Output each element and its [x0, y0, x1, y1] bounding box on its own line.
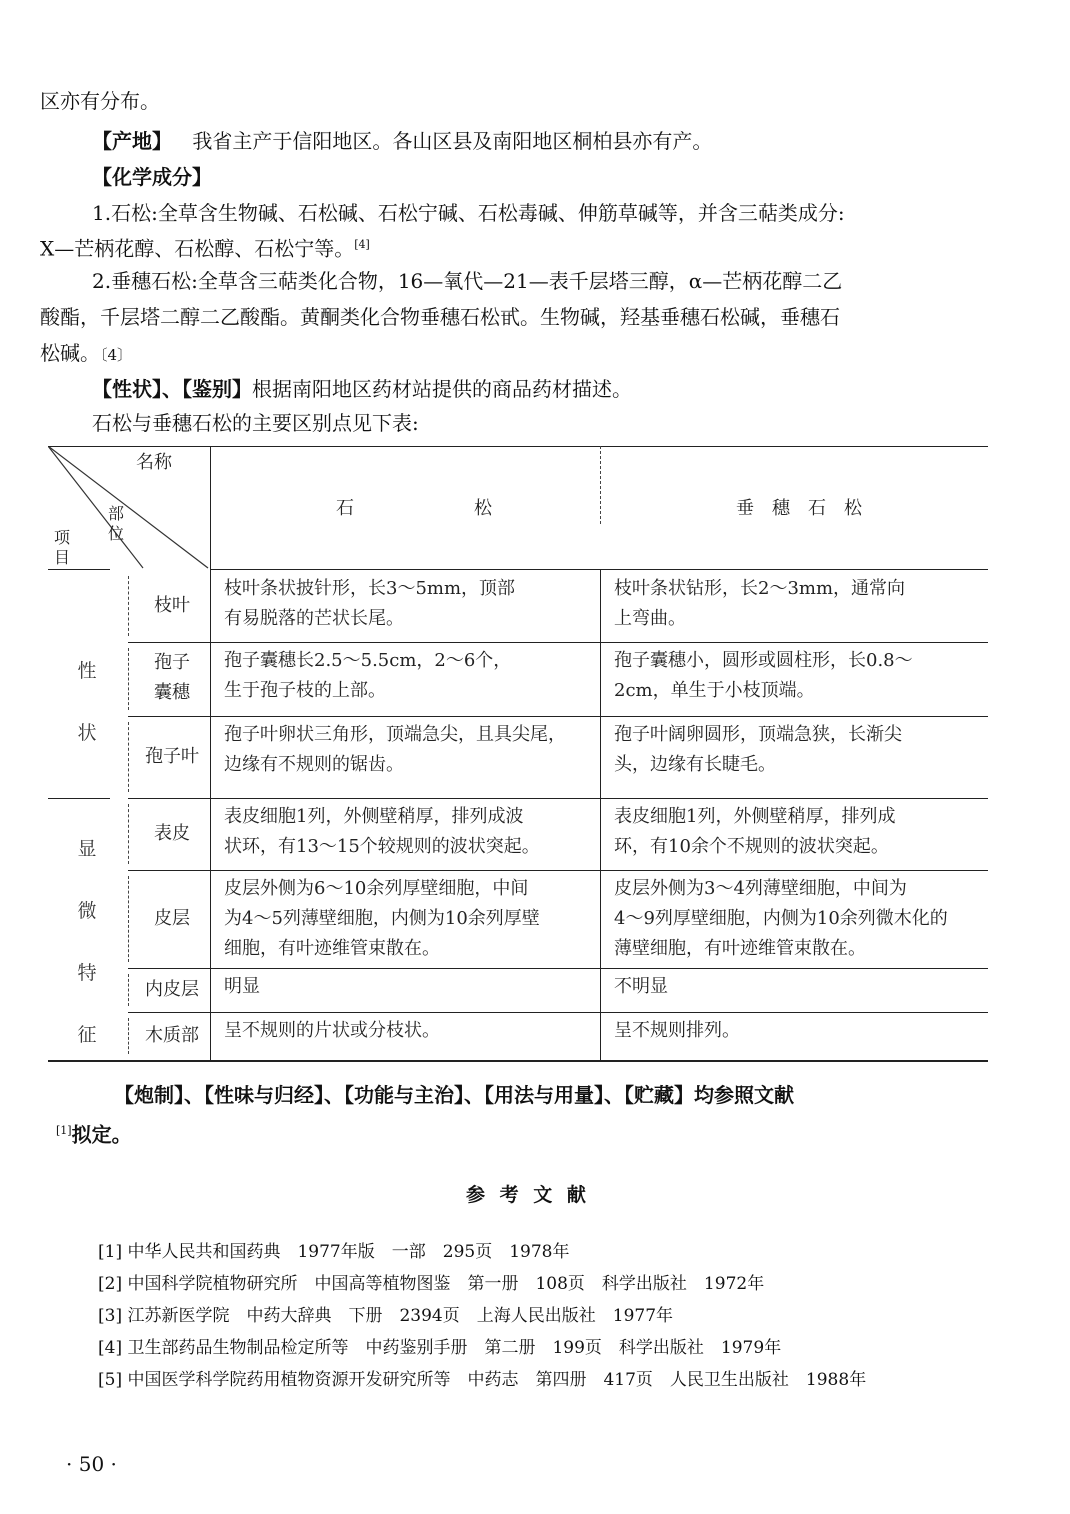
- character-paragraph: [92, 376, 632, 402]
- after-table-end: 拟定。: [71, 1122, 132, 1147]
- cell-line: 表皮细胞1列，外侧壁稍厚，排列成: [614, 806, 896, 827]
- chem-item-2-text: 松碱。: [40, 341, 100, 365]
- cell-chuisui-shisong: [614, 720, 902, 780]
- row-part-label: 木质部: [145, 1025, 199, 1046]
- chem-item-1-ref: [4]: [354, 238, 370, 251]
- table-row: [48, 798, 988, 870]
- origin-label: 【产地】: [92, 129, 172, 153]
- cell-line: 生于孢子枝的上部。: [224, 680, 386, 701]
- chemistry-heading: 【化学成分】: [92, 165, 212, 189]
- column-header-chuisui-shisong: 垂穗石松: [736, 498, 880, 519]
- cell-chuisui-shisong: [614, 874, 948, 964]
- cell-shisong: [224, 574, 515, 634]
- cell-chuisui-shisong: [614, 574, 905, 634]
- cell-line: 细胞，有叶迹维管束散在。: [224, 938, 440, 959]
- cell-line: 不明显: [614, 976, 668, 997]
- character-text: 根据南阳地区药材站提供的商品药材描述。: [252, 377, 632, 401]
- reference-item: [4] 卫生部药品生物制品检定所等 中药鉴别手册 第二册 199页 科学出版社 1979年: [98, 1338, 782, 1358]
- header-name: 名称: [136, 452, 172, 473]
- cell-line: 薄壁细胞，有叶迹维管束散在。: [614, 938, 866, 959]
- chem-item-2-line-1: 2.垂穗石松:全草含三萜类化合物，16—氧代—21—表千层塔三醇，α—芒柄花醇二乙: [92, 269, 843, 293]
- table-row: [48, 1012, 988, 1060]
- cell-line: 明显: [224, 976, 260, 997]
- cell-line: 孢子囊穗小，圆形或圆柱形，长0.8～: [614, 650, 913, 671]
- header-part: 部位: [108, 504, 125, 543]
- cell-shisong: [224, 874, 540, 964]
- origin-paragraph: [92, 128, 712, 154]
- comparison-table: [48, 446, 988, 1062]
- chem-item-2-line-3: [40, 340, 132, 368]
- character-label: 【性状】、【鉴别】: [92, 377, 252, 401]
- cell-line: 呈不规则的片状或分枝状。: [224, 1020, 440, 1041]
- reference-item: [1] 中华人民共和国药典 1977年版 一部 295页 1978年: [98, 1242, 570, 1262]
- column-header-shisong: 石松: [336, 498, 612, 519]
- reference-item: [2] 中国科学院植物研究所 中国高等植物图鉴 第一册 108页 科学出版社 1972年: [98, 1274, 765, 1294]
- cell-line: 有易脱落的芒状长尾。: [224, 608, 404, 629]
- reference-item: [3] 江苏新医学院 中药大辞典 下册 2394页 上海人民出版社 1977年: [98, 1306, 674, 1326]
- table-row: [48, 642, 988, 716]
- after-table-text: 【炮制】、【性味与归经】、【功能与主治】、【用法与用量】、【贮藏】均参照文献: [114, 1083, 794, 1107]
- cell-line: 环，有10余个不规则的波状突起。: [614, 836, 889, 857]
- after-table-ref: [1]: [56, 1124, 72, 1137]
- row-part-label: 孢子囊穗: [154, 652, 190, 703]
- page-number: · 50 ·: [66, 1452, 117, 1476]
- cell-line: 上弯曲。: [614, 608, 686, 629]
- chem-item-2-line-2: 酸酯，千层塔二醇二乙酸酯。黄酮类化合物垂穗石松甙。生物碱，羟基垂穗石松碱，垂穗石: [40, 305, 840, 329]
- cell-line: 皮层外侧为6～10余列厚壁细胞，中间: [224, 878, 529, 899]
- cell-line: 孢子叶阔卵圆形，顶端急狭，长渐尖: [614, 724, 902, 745]
- group-label-xingzhuang: 性状: [77, 660, 97, 744]
- chem-item-1-text: X—芒柄花醇、石松醇、石松宁等。: [40, 236, 355, 261]
- cell-line: 状环，有13～15个较规则的波状突起。: [224, 836, 540, 857]
- cell-chuisui-shisong: [614, 802, 895, 862]
- cell-line: 4～9列厚壁细胞，内侧为10余列微木化的: [614, 908, 948, 929]
- cell-shisong: [224, 1016, 440, 1046]
- table-row: [48, 570, 988, 642]
- row-part-label: 孢子叶: [145, 746, 199, 767]
- cell-chuisui-shisong: [614, 646, 913, 706]
- chem-item-1-line-1: 1.石松:全草含生物碱、石松碱、石松宁碱、石松毒碱、伸筋草碱等，并含三萜类成分:: [92, 201, 845, 225]
- cell-line: 皮层外侧为3～4列薄壁细胞，中间为: [614, 878, 907, 899]
- row-part-label: 内皮层: [145, 979, 199, 1000]
- cell-chuisui-shisong: [614, 1016, 740, 1046]
- table-row: [48, 870, 988, 968]
- cell-shisong: [224, 802, 540, 862]
- table-intro: 石松与垂穗石松的主要区别点见下表:: [92, 411, 419, 435]
- cell-line: 头，边缘有长睫毛。: [614, 754, 776, 775]
- cell-shisong: [224, 972, 260, 1002]
- origin-text: 我省主产于信阳地区。各山区县及南阳地区桐柏县亦有产。: [192, 129, 713, 153]
- references-list: [98, 1236, 866, 1396]
- cell-line: 孢子叶卵状三角形，顶端急尖，且具尖尾，: [224, 724, 566, 745]
- cell-line: 边缘有不规则的锯齿。: [224, 754, 404, 775]
- cell-shisong: [224, 720, 566, 780]
- cell-line: 枝叶条状钻形，长2～3mm，通常向: [614, 578, 906, 599]
- row-part-label: 表皮: [154, 823, 190, 844]
- cell-line: 表皮细胞1列，外侧壁稍厚，排列成波: [224, 806, 524, 827]
- row-part-label: 皮层: [154, 908, 190, 929]
- cell-line: 孢子囊穗长2.5～5.5cm，2～6个，: [224, 650, 512, 671]
- row-part-label: 枝叶: [154, 595, 190, 616]
- after-table-line-2: [56, 1118, 132, 1148]
- cell-line: 为4～5列薄壁细胞，内侧为10余列厚壁: [224, 908, 540, 929]
- cell-line: 枝叶条状披针形，长3～5mm，顶部: [224, 578, 516, 599]
- after-table-line-1: [114, 1082, 794, 1108]
- paragraph-continuation: 区亦有分布。: [40, 89, 160, 113]
- chem-item-2-ref: 〔4〕: [100, 346, 133, 364]
- cell-chuisui-shisong: [614, 972, 668, 1002]
- table-row: [48, 968, 988, 1012]
- cell-line: 呈不规则排列。: [614, 1020, 740, 1041]
- table-row: [48, 716, 988, 798]
- group-label-xianwei: 显微特征: [77, 838, 97, 1046]
- cell-shisong: [224, 646, 511, 706]
- reference-item: [5] 中国医学科学院药用植物资源开发研究所等 中药志 第四册 417页 人民卫生出版社 1988年: [98, 1370, 867, 1390]
- cell-line: 2cm，单生于小枝顶端。: [614, 680, 815, 701]
- header-item: 项目: [54, 528, 71, 567]
- references-title: 参 考 文 献: [466, 1184, 590, 1206]
- chem-item-1-line-2: [40, 232, 370, 262]
